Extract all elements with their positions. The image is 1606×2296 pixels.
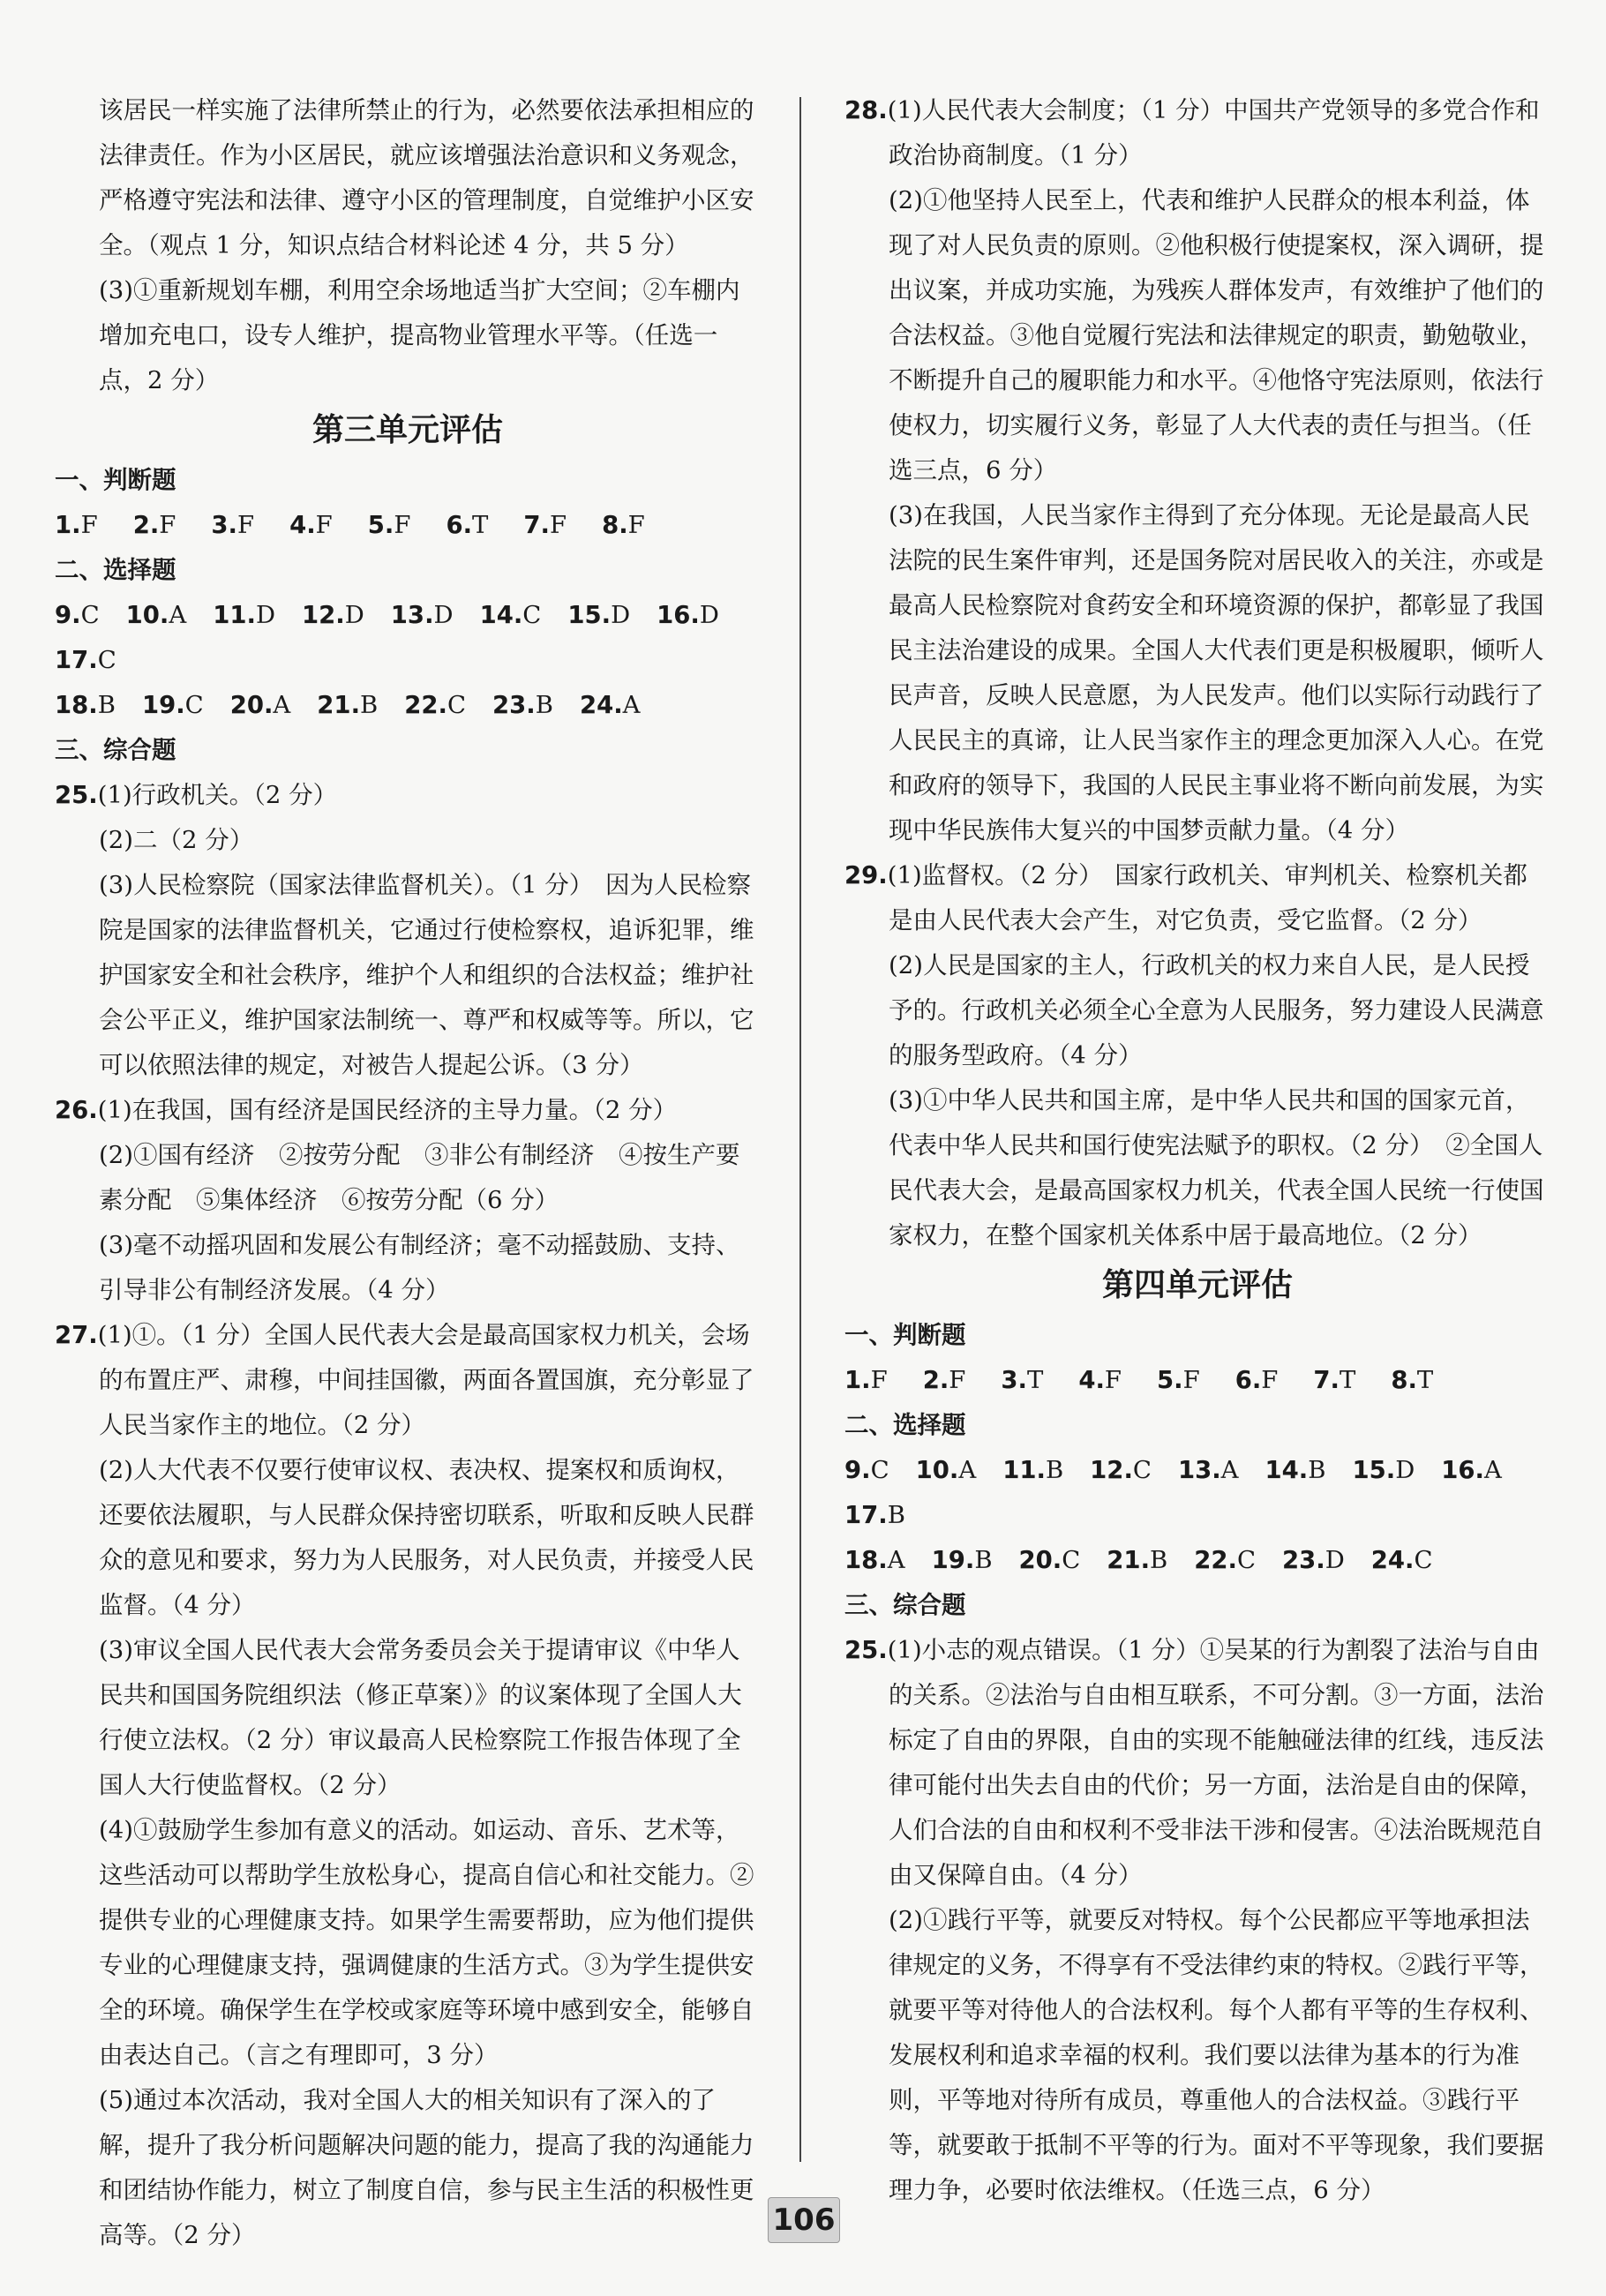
answer-item: 5.F — [1157, 1366, 1200, 1394]
answer-item: 22.C — [404, 691, 466, 719]
answer-item: 23.B — [492, 691, 553, 719]
answer-item: 1.F — [844, 1366, 888, 1394]
judgment-answers — [844, 1358, 1550, 1403]
question-25-part1: 25.(1)小志的观点错误。（1 分）①吴某的行为割裂了法治与自由的关系。②法治与自由相互联系，不可分割。③一方面，法治标定了自由的界限，自由的实现不能触碰法律的红线，违反法律可能付出失去自由的代价；另一方面，法治是自由的保障，人们合法的自由和权利不受非法干涉和侵害。④法治既规范自由又保障自由。（4 分） — [844, 1636, 1544, 1889]
answer-item: 19.B — [931, 1546, 993, 1574]
question-28-part1: 28.(1)人民代表大会制度；（1 分）中国共产党领导的多党合作和政治协商制度。（1 分） — [844, 96, 1540, 169]
answer-item: 5.F — [367, 511, 411, 539]
answer-item: 13.A — [1177, 1456, 1239, 1484]
answer-item: 11.B — [1002, 1456, 1064, 1484]
choice-answers-row2 — [55, 683, 761, 728]
question-29-part2: (2)人民是国家的主人，行政机关的权力来自人民，是人民授予的。行政机关必须全心全意为人民服务，努力建设人民满意的服务型政府。（4 分） — [889, 951, 1544, 1069]
question-27-part1: 27.(1)①。（1 分）全国人民代表大会是最高国家权力机关，会场的布置庄严、肃穆，中间挂国徽，两面各置国旗，充分彰显了人民当家作主的地位。（2 分） — [55, 1321, 754, 1439]
answer-item: 4.F — [1078, 1366, 1122, 1394]
question-27-part4: (4)①鼓励学生参加有意义的活动。如运动、音乐、艺术等，这些活动可以帮助学生放松身心，提高自信心和社交能力。②提供专业的心理健康支持。如果学生需要帮助，应为他们提供专业的心理健康支持，强调健康的生活方式。③为学生提供安全的环境。确保学生在学校或家庭等环境中感到安全，能够自由表达自己。（言之有理即可，3 分） — [99, 1816, 754, 2069]
answer-item: 18.B — [55, 691, 116, 719]
section-comprehensive: 三、综合题 — [844, 1591, 966, 1619]
unit-3-title: 第三单元评估 — [311, 412, 503, 448]
question-27-part5: (5)通过本次活动，我对全国人大的相关知识有了深入的了解，提升了我分析问题解决问题的能力，提高了我的沟通能力和团结协作能力，树立了制度自信，参与民主生活的积极性更高等。（2 分） — [99, 2086, 754, 2249]
question-26-part2: (2)①国有经济 ②按劳分配 ③非公有制经济 ④按生产要素分配 ⑤集体经济 ⑥按劳分配（6 分） — [99, 1141, 740, 1214]
answer-item: 23.D — [1282, 1546, 1345, 1574]
judgment-answers — [55, 503, 761, 548]
answer-item: 9.C — [55, 601, 100, 629]
choice-answers-row1 — [844, 1448, 1550, 1538]
answer-item: 24.A — [579, 691, 641, 719]
answer-item: 6.F — [1235, 1366, 1279, 1394]
page-number: 106 — [768, 2197, 840, 2243]
question-29-part3: (3)①中华人民共和国主席，是中华人民共和国的国家元首，代表中华人民共和国行使宪法赋予的职权。（2 分） ②全国人民代表大会，是最高国家权力机关，代表全国人民统一行使国家权力，在整个国家机关体系中居于最高地位。（2 分） — [889, 1086, 1544, 1249]
answer-item: 3.F — [211, 511, 255, 539]
answer-item: 18.A — [844, 1546, 905, 1574]
answer-item: 12.D — [302, 601, 364, 629]
question-25-part3: (3)人民检察院（国家法律监督机关）。（1 分） 因为人民检察院是国家的法律监督机关，它通过行使检察权，追诉犯罪，维护国家安全和社会秩序，维护个人和组织的合法权益；维护社会公平正义，维护国家法制统一、尊严和权威等等。所以，它可以依照法律的规定，对被告人提起公诉。（3 分） — [99, 871, 754, 1079]
answer-item: 17.B — [844, 1501, 905, 1529]
answer-item: 4.F — [289, 511, 333, 539]
section-judgment: 一、判断题 — [55, 466, 176, 494]
answer-item: 19.C — [141, 691, 204, 719]
column-divider — [799, 97, 801, 2162]
section-comprehensive: 三、综合题 — [55, 736, 176, 764]
question-25-part2: (2)①践行平等，就要反对特权。每个公民都应平等地承担法律规定的义务，不得享有不受法律约束的特权。②践行平等，就要平等对待他人的合法权利。每个人都有平等的生存权利、发展权利和追求幸福的权利。我们要以法律为基本的行为准则，平等地对待所有成员，尊重他人的合法权益。③践行平等，就要敢于抵制不平等的行为。面对不平等现象，我们要据理力争，必要时依法维权。（任选三点，6 分） — [889, 1906, 1544, 2204]
answer-item: 21.B — [317, 691, 379, 719]
answer-item: 22.C — [1194, 1546, 1256, 1574]
answer-item: 24.C — [1370, 1546, 1433, 1574]
answer-item: 1.F — [55, 511, 98, 539]
answer-item: 3.T — [1001, 1366, 1044, 1394]
answer-item: 20.C — [1018, 1546, 1081, 1574]
question-28-part2: (2)①他坚持人民至上，代表和维护人民群众的根本利益，体现了对人民负责的原则。②他积极行使提案权，深入调研，提出议案，并成功实施，为残疾人群体发声，有效维护了他们的合法权益。③他自觉履行宪法和法律规定的职责，勤勉敬业，不断提升自己的履职能力和水平。④他恪守宪法原则，依法行使权力，切实履行义务，彰显了人大代表的责任与担当。（任选三点，6 分） — [889, 186, 1544, 484]
answer-item: 12.C — [1090, 1456, 1152, 1484]
answer-item: 14.B — [1265, 1456, 1326, 1484]
question-26-part1: 26.(1)在我国，国有经济是国民经济的主导力量。（2 分） — [55, 1096, 678, 1124]
answer-item: 21.B — [1107, 1546, 1168, 1574]
question-29-part1: 29.(1)监督权。（2 分） 国家行政机关、审判机关、检察机关都是由人民代表大会产生，对它负责，受它监督。（2 分） — [844, 861, 1527, 934]
choice-answers-row1 — [55, 593, 761, 683]
answer-item: 14.C — [479, 601, 542, 629]
answer-item: 11.D — [213, 601, 276, 629]
answer-item: 8.T — [1391, 1366, 1434, 1394]
answer-item: 15.D — [1352, 1456, 1415, 1484]
question-25-part2: (2)二（2 分） — [99, 826, 254, 854]
question-27-part2: (2)人大代表不仅要行使审议权、表决权、提案权和质询权，还要依法履职，与人民群众保持密切联系，听取和反映人民群众的意见和要求，努力为人民服务，对人民负责，并接受人民监督。（4 分） — [99, 1456, 754, 1619]
answer-item: 8.F — [602, 511, 645, 539]
question-26-part3: (3)毫不动摇巩固和发展公有制经济；毫不动摇鼓励、支持、引导非公有制经济发展。（4 分） — [99, 1231, 740, 1304]
continued-answer-part3: (3)①重新规划车棚，利用空余场地适当扩大空间；②车棚内增加充电口，设专人维护，提高物业管理水平等。（任选一点，2 分） — [99, 276, 740, 394]
choice-answers-row2 — [844, 1538, 1550, 1583]
left-column — [55, 88, 761, 2258]
answer-item: 6.T — [446, 511, 489, 539]
question-28-part3: (3)在我国，人民当家作主得到了充分体现。无论是最高人民法院的民生案件审判，还是国务院对居民收入的关注，亦或是最高人民检察院对食药安全和环境资源的保护，都彰显了我国民主法治建设的成果。全国人大代表们更是积极履职，倾听人民声音，反映人民意愿，为人民发声。他们以实际行动践行了人民民主的真谛，让人民当家作主的理念更加深入人心。在党和政府的领导下，我国的人民民主事业将不断向前发展，为实现中华民族伟大复兴的中国梦贡献力量。（4 分） — [889, 501, 1544, 844]
question-27-part3: (3)审议全国人民代表大会常务委员会关于提请审议《中华人民共和国国务院组织法（修正草案）》的议案体现了全国人大行使立法权。（2 分）审议最高人民检察院工作报告体现了全国人大行使监督权。（2 分） — [99, 1636, 742, 1799]
answer-item: 2.F — [132, 511, 176, 539]
continued-answer-text: 该居民一样实施了法律所禁止的行为，必然要依法承担相应的法律责任。作为小区居民，就应该增强法治意识和义务观念，严格遵守宪法和法律、遵守小区的管理制度，自觉维护小区安全。（观点 1 分，知识点结合材料论述 4 分，共 5 分） — [99, 96, 754, 259]
answer-item: 7.F — [523, 511, 567, 539]
right-column — [844, 88, 1550, 2213]
answer-item: 2.F — [922, 1366, 966, 1394]
section-choice: 二、选择题 — [844, 1411, 966, 1439]
section-judgment: 一、判断题 — [844, 1321, 966, 1349]
answer-item: 16.D — [657, 601, 719, 629]
unit-4-title: 第四单元评估 — [1101, 1267, 1293, 1303]
answer-item: 16.A — [1441, 1456, 1502, 1484]
answer-item: 17.C — [55, 646, 116, 674]
section-choice: 二、选择题 — [55, 556, 176, 584]
answer-item: 10.A — [125, 601, 187, 629]
answer-item: 7.T — [1313, 1366, 1356, 1394]
answer-item: 15.D — [567, 601, 631, 629]
answer-item: 20.A — [229, 691, 291, 719]
question-25-part1: 25.(1)行政机关。（2 分） — [55, 781, 338, 809]
answer-item: 13.D — [390, 601, 454, 629]
answer-item: 10.A — [915, 1456, 977, 1484]
answer-item: 9.C — [844, 1456, 889, 1484]
